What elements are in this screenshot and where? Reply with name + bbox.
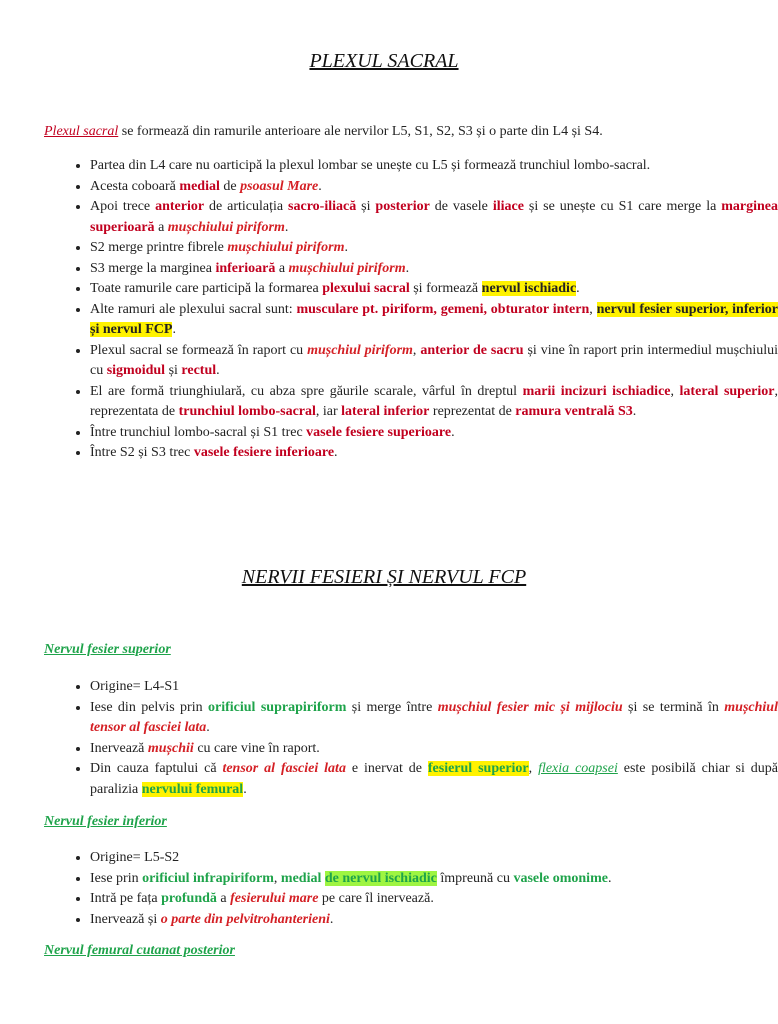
term: anterior <box>155 199 205 214</box>
text: a <box>216 891 231 906</box>
text: Inervează <box>90 740 148 756</box>
list-item <box>90 341 778 382</box>
text: cu care vine în raport. <box>193 740 320 756</box>
list-item <box>90 889 778 910</box>
list-item <box>90 759 778 800</box>
highlighted-term: fesierul superior <box>427 761 529 776</box>
term: mușchiul tensor al fasciei lata <box>90 699 778 735</box>
text: de articulația <box>204 199 289 214</box>
text: Plexul sacral se formează în raport cu <box>90 342 308 358</box>
text: , iar <box>315 404 342 419</box>
text: . <box>172 322 176 337</box>
text: . <box>344 240 348 255</box>
text: Acesta coboară <box>90 178 180 194</box>
section-title-nervii-fesieri: NERVII FESIERI ȘI NERVUL FCP <box>241 566 527 588</box>
text: . <box>632 404 637 419</box>
term: psoasul Mare <box>240 178 319 194</box>
list-item <box>90 869 778 890</box>
text: și merge între <box>346 699 438 715</box>
term: orificiul suprapiriform <box>208 699 347 715</box>
term: musculare pt. piriform, gemeni, obturator intern <box>296 301 590 317</box>
term: vasele fesiere inferioare <box>193 445 335 460</box>
list-item <box>90 156 778 177</box>
list-item <box>90 910 778 931</box>
intro-term: Plexul sacral <box>44 124 119 139</box>
text: . <box>284 219 289 235</box>
subheading-nervul-fesier-superior: Nervul fesier superior <box>44 642 171 657</box>
list-item <box>90 279 778 300</box>
term: mușchiul piriform <box>307 342 413 358</box>
text: și formează <box>409 281 482 296</box>
text: . <box>243 781 247 797</box>
text: , <box>528 761 539 776</box>
text: Iese din pelvis prin <box>90 699 209 715</box>
intro-paragraph <box>44 122 724 142</box>
text: Între S2 și S3 trec <box>90 445 194 460</box>
term: mușchiul fesier mic și mijlociu <box>437 699 623 715</box>
list-item <box>90 423 778 444</box>
text: și <box>165 363 182 378</box>
text: , <box>589 301 597 317</box>
text: El are formă triunghiulară, cu abza spre găurile scarale, vârful în dreptul <box>90 383 523 399</box>
term: mușchiului piriform <box>227 240 345 255</box>
text: , <box>273 870 281 886</box>
text: Între trunchiul lombo-sacral și S1 trec <box>90 424 307 440</box>
term: vasele fesiere superioare <box>306 424 452 440</box>
term: o parte din pelvitrohanterieni <box>160 911 330 927</box>
text: . <box>318 178 322 194</box>
term: marginea superioară <box>90 199 778 235</box>
list-item <box>90 300 778 341</box>
text: e inervat de <box>345 761 428 776</box>
text: , reprezentata de <box>90 383 778 419</box>
highlighted-term: de nervul ischiadic <box>324 870 437 886</box>
list-item <box>90 382 778 423</box>
text: de vasele <box>429 199 493 214</box>
text: și <box>356 199 376 214</box>
text: Intră pe fața <box>90 891 162 906</box>
text: . <box>607 870 612 886</box>
text: . <box>206 720 210 735</box>
text: reprezentat de <box>429 404 516 419</box>
text: a <box>275 260 289 276</box>
intro-text: se formează din ramurile anterioare ale nervilor L5, S1, S2, S3 și o parte din L4 și S4. <box>118 124 603 139</box>
term: anterior de sacru <box>420 342 524 358</box>
text: , <box>412 342 421 358</box>
list-item <box>90 698 778 739</box>
text: împreună cu <box>436 870 514 886</box>
text: , <box>670 383 680 399</box>
text: S2 merge printre fibrele <box>90 240 228 255</box>
term: lateral superior <box>679 383 775 399</box>
term: medial <box>280 870 322 886</box>
list-item <box>90 739 778 760</box>
highlighted-term: nervul fesier superior, inferior și nervul FCP <box>90 301 778 337</box>
subheading-nervul-fesier-inferior: Nervul fesier inferior <box>44 814 167 829</box>
term: medial <box>179 178 220 194</box>
text: a <box>154 219 168 235</box>
fesier-superior-bullet-list <box>62 677 778 800</box>
term: rectul <box>181 363 217 378</box>
text: Alte ramuri ale plexului sacral sunt: <box>90 301 297 317</box>
term: plexului sacral <box>322 281 410 296</box>
text: pe care îl inervează. <box>318 891 434 906</box>
term: flexia coapsei <box>538 761 618 776</box>
text: . <box>329 911 334 927</box>
list-item <box>90 177 778 198</box>
term: marii incizuri ischiadice <box>522 383 671 399</box>
text: Iese prin <box>90 870 143 886</box>
text: . <box>216 363 220 378</box>
term: orificiul infrapiriform <box>142 870 274 886</box>
term: sigmoidul <box>106 363 166 378</box>
term: fesierului mare <box>230 891 319 906</box>
highlighted-term: nervul ischiadic <box>481 281 577 296</box>
text: . <box>334 445 338 460</box>
text: Inervează și <box>90 911 161 927</box>
section-title-plexul-sacral: PLEXUL SACRAL <box>309 50 459 72</box>
text: . <box>576 281 580 296</box>
text: Toate ramurile care participă la formarea <box>90 281 323 296</box>
term: mușchiului piriform <box>167 219 285 235</box>
term: iliace <box>492 199 524 214</box>
text: . <box>405 260 410 276</box>
text: este posibilă chiar si după paralizia <box>90 761 778 797</box>
list-item <box>90 197 778 238</box>
text: Origine= L5-S2 <box>90 850 180 865</box>
term: tensor al fasciei lata <box>222 761 346 776</box>
highlighted-term: nervului femural <box>141 781 244 797</box>
fesier-inferior-bullet-list <box>62 848 778 930</box>
text: și se unește cu S1 care merge la <box>523 199 722 214</box>
term: trunchiul lombo-sacral <box>178 404 316 419</box>
plexus-bullet-list <box>62 156 778 464</box>
subheading-nervul-femural-cutanat: Nervul femural cutanat posterior <box>44 943 235 958</box>
term: profundă <box>161 891 217 906</box>
text: Din cauza faptului că <box>90 761 223 776</box>
list-item <box>90 848 778 869</box>
text: și vine în raport prin intermediul mușchiului cu <box>90 342 778 378</box>
term: vasele omonime <box>513 870 608 886</box>
text: și se termină în <box>622 699 725 715</box>
text: S3 merge la marginea <box>90 260 216 276</box>
text: Origine= L4-S1 <box>90 679 180 694</box>
term: mușchii <box>147 740 194 756</box>
term: mușchiului piriform <box>288 260 406 276</box>
term: lateral inferior <box>341 404 430 419</box>
list-item <box>90 259 778 280</box>
term: sacro-iliacă <box>288 199 357 214</box>
term: inferioară <box>215 260 276 276</box>
text: Apoi trece <box>90 199 156 214</box>
text: . <box>451 424 455 440</box>
list-item <box>90 238 778 259</box>
term: posterior <box>375 199 430 214</box>
term: ramura ventrală S3 <box>515 404 633 419</box>
text: de <box>219 178 241 194</box>
list-item <box>90 443 778 464</box>
text: Partea din L4 care nu oarticipă la plexul lombar se unește cu L5 și formează trunchiul lombo-sacral. <box>90 158 651 173</box>
list-item <box>90 677 778 698</box>
